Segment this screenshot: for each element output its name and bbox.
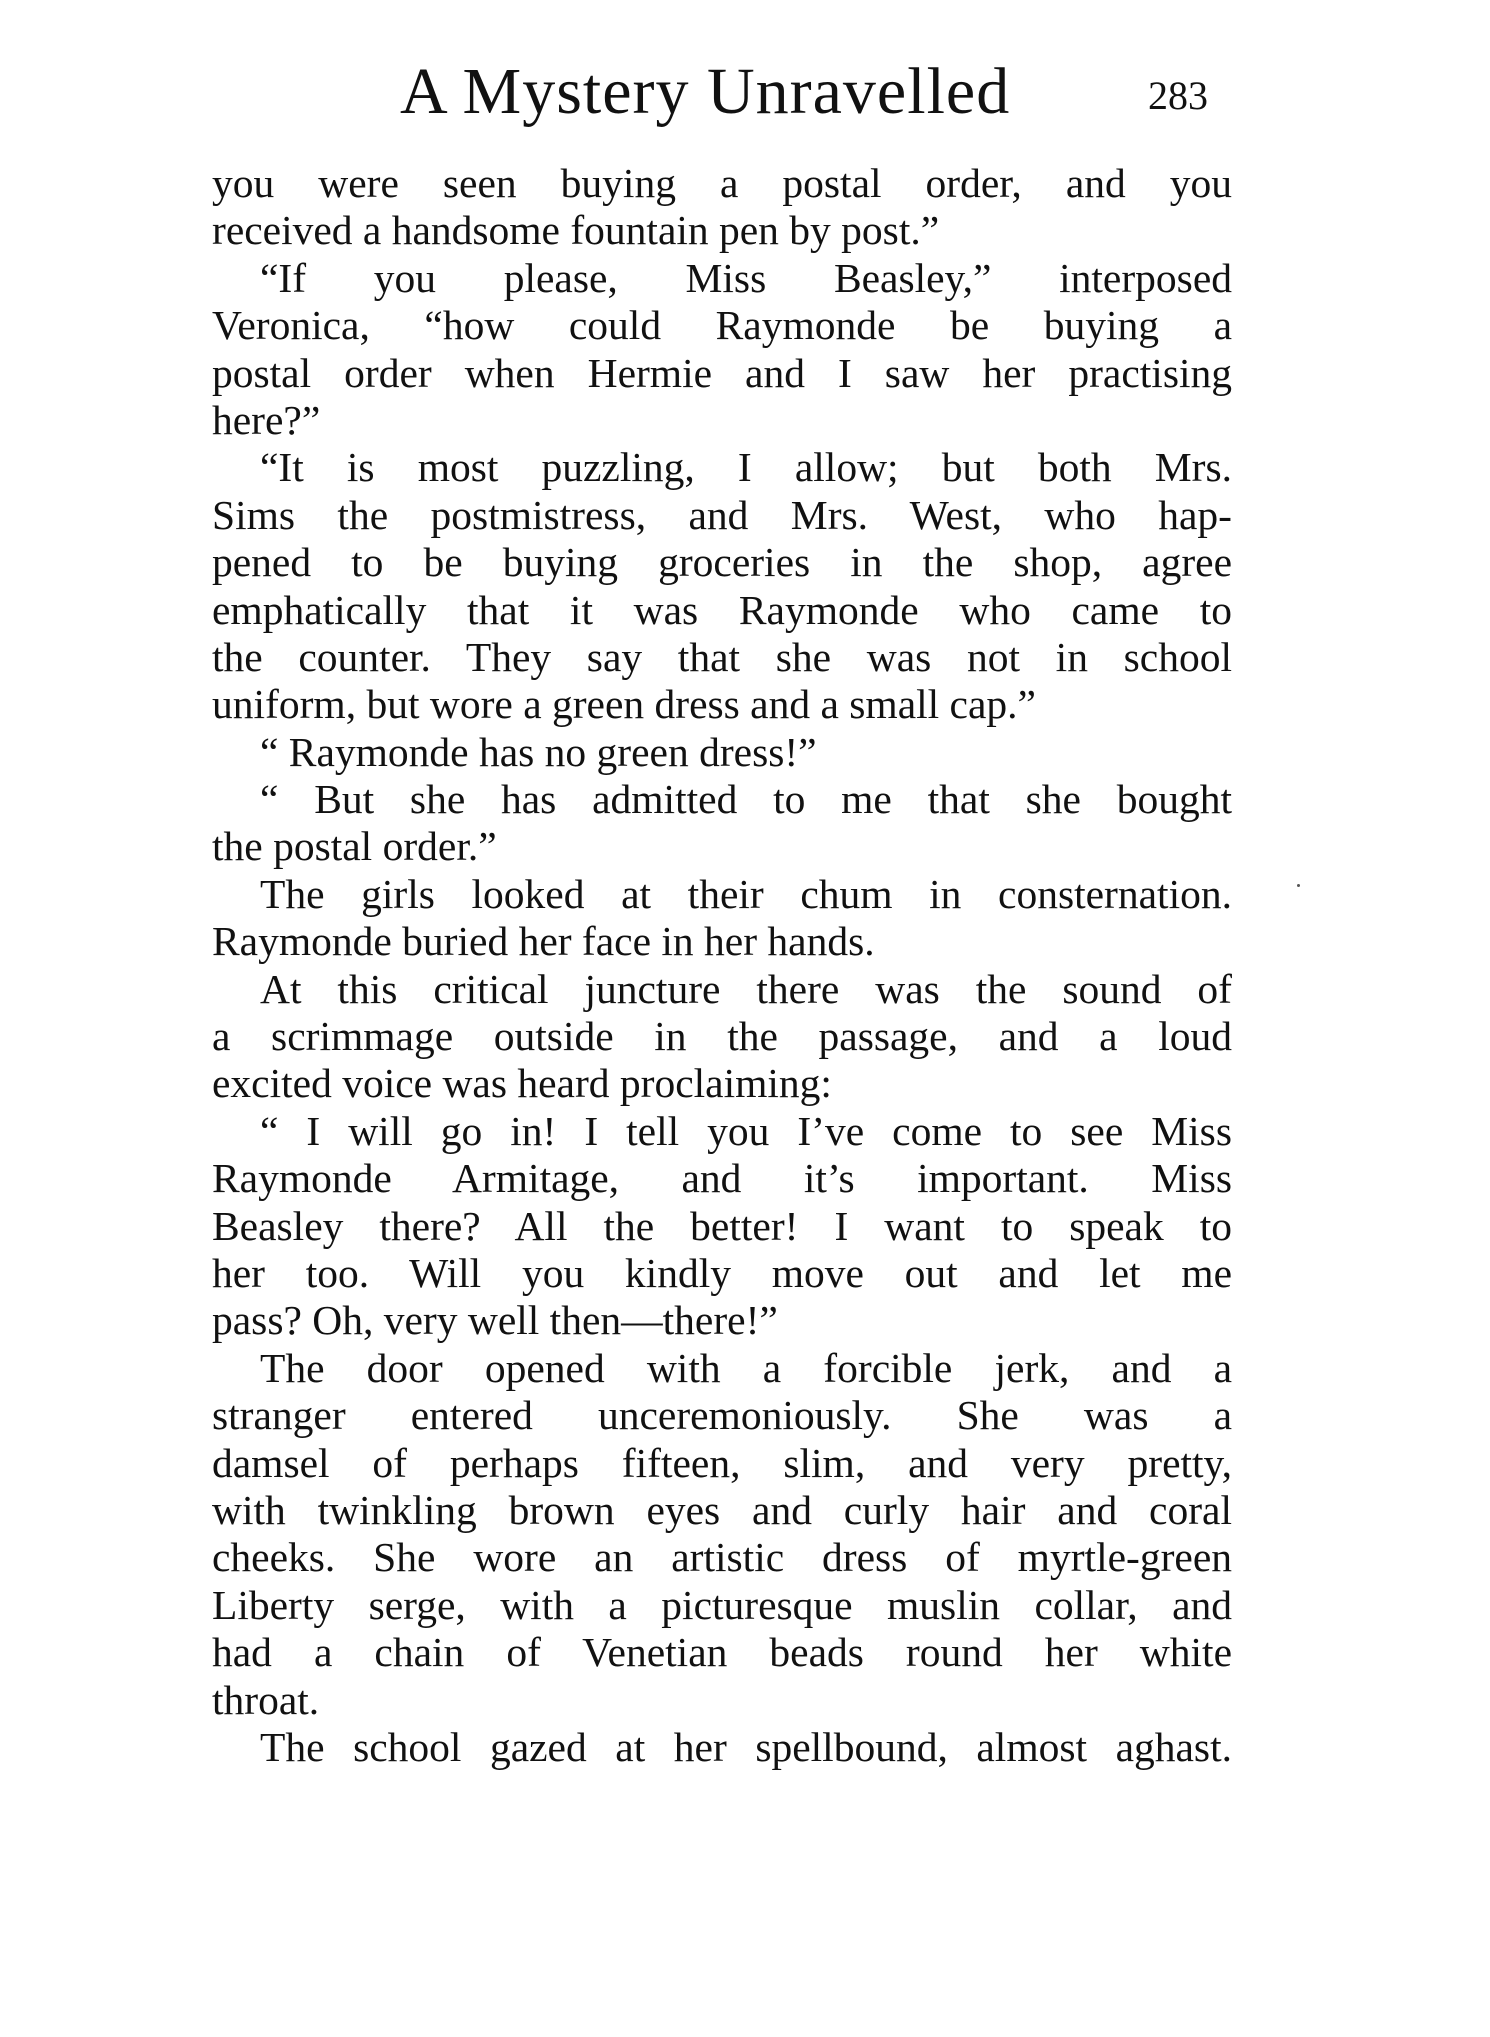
text-line: The school gazed at her spellbound, almost aghast. [260, 1723, 1232, 1770]
text-line: postal order when Hermie and I saw her practising [212, 349, 1232, 396]
text-line: had a chain of Venetian beads round her white [212, 1629, 1232, 1676]
page-number: 283 [1148, 73, 1208, 118]
text-line: “If you please, Miss Beasley,” interposed [260, 254, 1232, 301]
text-line: “ But she has admitted to me that she bought [260, 776, 1232, 823]
text-line: a scrimmage outside in the passage, and a loud [212, 1013, 1232, 1060]
text-line: with twinkling brown eyes and curly hair and coral [212, 1486, 1232, 1533]
text-line: cheeks. She wore an artistic dress of myrtle-green [212, 1534, 1232, 1581]
text-line: her too. Will you kindly move out and let me [212, 1249, 1232, 1296]
paper-speck [1297, 884, 1300, 887]
text-line: stranger entered unceremoniously. She was a [212, 1392, 1232, 1439]
body-text [212, 160, 1232, 1771]
running-title: A Mystery Unravelled [400, 55, 1011, 128]
text-line: emphatically that it was Raymonde who came to [212, 586, 1232, 633]
text-line: Liberty serge, with a picturesque muslin collar, and [212, 1581, 1232, 1628]
text-line: “It is most puzzling, I allow; but both Mrs. [260, 444, 1232, 491]
text-line: received a handsome fountain pen by post.” [212, 207, 940, 254]
text-line: Beasley there? All the better! I want to speak to [212, 1202, 1232, 1249]
text-line: Sims the postmistress, and Mrs. West, who hap- [212, 491, 1232, 538]
text-line: Raymonde Armitage, and it’s important. Miss [212, 1155, 1232, 1202]
text-line: “ I will go in! I tell you I’ve come to see Miss [260, 1107, 1232, 1154]
text-line: pass? Oh, very well then—there!” [212, 1297, 778, 1344]
text-line: the counter. They say that she was not in school [212, 633, 1232, 680]
text-line: excited voice was heard proclaiming: [212, 1060, 832, 1107]
text-line: The girls looked at their chum in consternation. [260, 870, 1232, 917]
text-line: uniform, but wore a green dress and a small cap.” [212, 681, 1036, 728]
text-line: you were seen buying a postal order, and you [212, 160, 1232, 206]
text-line: the postal order.” [212, 823, 497, 870]
text-line: pened to be buying groceries in the shop, agree [212, 539, 1232, 586]
page-header [0, 52, 1490, 132]
text-line: The door opened with a forcible jerk, and a [260, 1344, 1232, 1391]
text-line: Raymonde buried her face in her hands. [212, 918, 875, 965]
text-line: here?” [212, 396, 321, 443]
text-line: “ Raymonde has no green dress!” [260, 728, 817, 775]
text-line: throat. [212, 1676, 320, 1723]
text-line: Veronica, “how could Raymonde be buying a [212, 302, 1232, 349]
text-line: damsel of perhaps fifteen, slim, and very pretty, [212, 1439, 1232, 1486]
text-line: At this critical juncture there was the sound of [260, 965, 1232, 1012]
